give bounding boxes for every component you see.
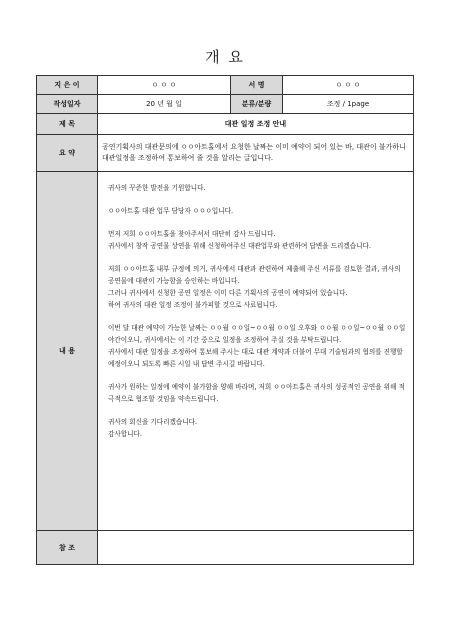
category-label: 분류/분량 (231, 95, 283, 114)
content-paragraph-intro: ㅇㅇ아트홀 대관 업무 담당자 ㅇㅇㅇ입니다. (108, 207, 234, 215)
subject-label: 제 목 (37, 114, 98, 135)
reference-label: 참 조 (37, 531, 98, 565)
summary-label: 요 약 (37, 135, 98, 172)
category-value[interactable]: 조정 / 1page (283, 95, 414, 114)
content-paragraph-review: 저희 ㅇㅇ아트홀 내부 규정에 의거, 귀사에서 대관과 관련하여 제출해 주신 서류를 검토한 결과, 귀사의 공연물에 대관이 가능함을 승인하는 바입니다. 그러나 귀사에서 신청한 공연 일정은 이미 다른 기획사의 공연이 예약되어 있습니다. 하여 귀사의 대관 일정 조정이 불가피할 것으로 사료됩니다. (108, 265, 401, 309)
content-label: 내 용 (37, 172, 98, 531)
reference-value[interactable] (98, 531, 414, 565)
signature-label: 서 명 (231, 76, 283, 95)
author-row (37, 76, 414, 95)
form-table (36, 75, 414, 565)
content-paragraph-greeting: 귀사의 꾸준한 발전을 기원합니다. (108, 184, 206, 192)
author-value[interactable]: ㅇ ㅇ ㅇ (98, 76, 231, 95)
date-value[interactable]: 20 년 월 일 (98, 95, 231, 114)
subject-row (37, 114, 414, 135)
content-body[interactable] (98, 172, 414, 531)
summary-row (37, 135, 414, 172)
document-title: 개 요 (205, 48, 245, 66)
author-label: 지 은 이 (37, 76, 98, 95)
date-row (37, 95, 414, 114)
summary-value[interactable]: 공연기획사의 대관문의에 ㅇㅇ아트홀에서 요청한 날짜는 이미 예약이 되어 있는 바, 대관이 불가하니 대관일정을 조정하여 통보하여 줄 것을 알리는 글입니다. (98, 135, 414, 172)
content-row (37, 172, 414, 531)
signature-value[interactable]: ㅇ ㅇ ㅇ (283, 76, 414, 95)
content-paragraph-apology: 귀사가 원하는 일정에 예약이 불가함을 양해 바라며, 저희 ㅇㅇ아트홀은 귀사의 성공적인 공연을 위해 적극적으로 협조할 것임을 약속드립니다. (108, 383, 405, 403)
date-label: 작성일자 (37, 95, 98, 114)
reference-row (37, 531, 414, 565)
content-paragraph-schedule: 이번 달 대관 예약이 가능한 날짜는 ㅇㅇ월 ㅇㅇ일~ㅇㅇ월 ㅇㅇ일 오후와 ㅇㅇ월 ㅇㅇ일~ㅇㅇ월 ㅇㅇ일 야간이오니, 귀사에서는 이 기간 중으로 일정을 조정하여 주실 것을 부탁드립니다. 귀사에서 대관 일정을 조정하여 통보해 주시는 대로 대관 계약과 더불어 무대 기술팀과의 협의를 진행할 예정이오니 되도록 빠른 시일 내 답변 주시길 바랍니다. (108, 324, 406, 368)
content-paragraph-closing: 귀사의 회신을 기다리겠습니다. 감사합니다. (108, 418, 198, 438)
content-paragraph-thanks: 먼저 저희 ㅇㅇ아트홀을 찾아주셔서 대단히 감사 드립니다. 귀사에서 창작 공연물 상연을 위해 신청하여주신 대관업무와 관련하여 답변을 드리겠습니다. (108, 230, 372, 250)
subject-value[interactable]: 대관 일정 조정 안내 (98, 114, 414, 135)
